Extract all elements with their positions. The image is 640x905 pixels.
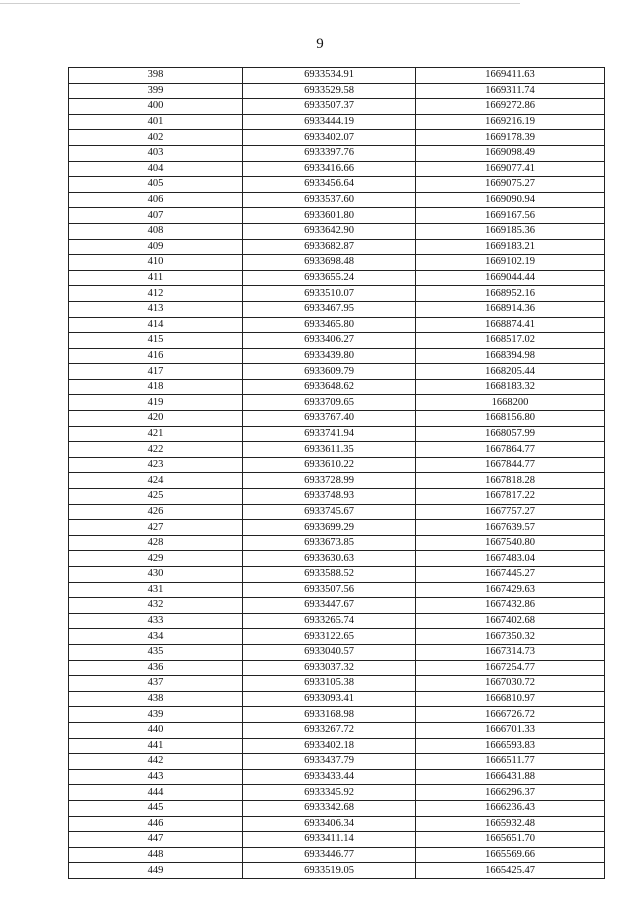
table-row xyxy=(69,644,605,660)
y-coordinate-cell: 1667432.86 xyxy=(416,598,605,614)
table-row xyxy=(69,145,605,161)
point-number-cell: 398 xyxy=(69,68,243,84)
y-coordinate-cell: 1669077.41 xyxy=(416,161,605,177)
y-coordinate-cell: 1669075.27 xyxy=(416,177,605,193)
table-row xyxy=(69,676,605,692)
y-coordinate-cell: 1667844.77 xyxy=(416,457,605,473)
table-row xyxy=(69,99,605,115)
y-coordinate-cell: 1667314.73 xyxy=(416,644,605,660)
table-row xyxy=(69,473,605,489)
y-coordinate-cell: 1669216.19 xyxy=(416,114,605,130)
x-coordinate-cell: 6933728.99 xyxy=(243,473,416,489)
table-row xyxy=(69,754,605,770)
x-coordinate-cell: 6933741.94 xyxy=(243,426,416,442)
y-coordinate-cell: 1669044.44 xyxy=(416,270,605,286)
y-coordinate-cell: 1669411.63 xyxy=(416,68,605,84)
y-coordinate-cell: 1668914.36 xyxy=(416,301,605,317)
table-row xyxy=(69,738,605,754)
x-coordinate-cell: 6933406.34 xyxy=(243,816,416,832)
table-row xyxy=(69,504,605,520)
x-coordinate-cell: 6933610.22 xyxy=(243,457,416,473)
x-coordinate-cell: 6933507.56 xyxy=(243,582,416,598)
point-number-cell: 431 xyxy=(69,582,243,598)
x-coordinate-cell: 6933588.52 xyxy=(243,567,416,583)
y-coordinate-cell: 1667757.27 xyxy=(416,504,605,520)
x-coordinate-cell: 6933507.37 xyxy=(243,99,416,115)
point-number-cell: 419 xyxy=(69,395,243,411)
y-coordinate-cell: 1669183.21 xyxy=(416,239,605,255)
y-coordinate-cell: 1665425.47 xyxy=(416,863,605,879)
x-coordinate-cell: 6933402.18 xyxy=(243,738,416,754)
point-number-cell: 435 xyxy=(69,644,243,660)
point-number-cell: 433 xyxy=(69,613,243,629)
y-coordinate-cell: 1668183.32 xyxy=(416,379,605,395)
point-number-cell: 411 xyxy=(69,270,243,286)
table-row xyxy=(69,707,605,723)
table-row xyxy=(69,255,605,271)
point-number-cell: 422 xyxy=(69,442,243,458)
y-coordinate-cell: 1666511.77 xyxy=(416,754,605,770)
table-row xyxy=(69,192,605,208)
y-coordinate-cell: 1665932.48 xyxy=(416,816,605,832)
y-coordinate-cell: 1667402.68 xyxy=(416,613,605,629)
top-rule xyxy=(0,3,520,4)
y-coordinate-cell: 1669102.19 xyxy=(416,255,605,271)
y-coordinate-cell: 1667639.57 xyxy=(416,520,605,536)
x-coordinate-cell: 6933402.07 xyxy=(243,130,416,146)
x-coordinate-cell: 6933510.07 xyxy=(243,286,416,302)
y-coordinate-cell: 1669090.94 xyxy=(416,192,605,208)
table-row xyxy=(69,660,605,676)
point-number-cell: 413 xyxy=(69,301,243,317)
point-number-cell: 445 xyxy=(69,800,243,816)
x-coordinate-cell: 6933342.68 xyxy=(243,800,416,816)
point-number-cell: 410 xyxy=(69,255,243,271)
table-row xyxy=(69,379,605,395)
table-row xyxy=(69,832,605,848)
point-number-cell: 449 xyxy=(69,863,243,879)
point-number-cell: 402 xyxy=(69,130,243,146)
table-row xyxy=(69,551,605,567)
point-number-cell: 420 xyxy=(69,411,243,427)
x-coordinate-cell: 6933444.19 xyxy=(243,114,416,130)
y-coordinate-cell: 1666296.37 xyxy=(416,785,605,801)
table-row xyxy=(69,800,605,816)
point-number-cell: 429 xyxy=(69,551,243,567)
y-coordinate-cell: 1669178.39 xyxy=(416,130,605,146)
y-coordinate-cell: 1666236.43 xyxy=(416,800,605,816)
point-number-cell: 447 xyxy=(69,832,243,848)
point-number-cell: 432 xyxy=(69,598,243,614)
y-coordinate-cell: 1666810.97 xyxy=(416,691,605,707)
y-coordinate-cell: 1666431.88 xyxy=(416,769,605,785)
x-coordinate-cell: 6933601.80 xyxy=(243,208,416,224)
table-row xyxy=(69,816,605,832)
point-number-cell: 436 xyxy=(69,660,243,676)
table-row xyxy=(69,348,605,364)
y-coordinate-cell: 1669167.56 xyxy=(416,208,605,224)
x-coordinate-cell: 6933411.14 xyxy=(243,832,416,848)
page-number: 9 xyxy=(316,36,324,52)
y-coordinate-cell: 1668874.41 xyxy=(416,317,605,333)
coordinates-table-body xyxy=(69,68,605,879)
x-coordinate-cell: 6933439.80 xyxy=(243,348,416,364)
point-number-cell: 421 xyxy=(69,426,243,442)
point-number-cell: 446 xyxy=(69,816,243,832)
table-row xyxy=(69,333,605,349)
point-number-cell: 412 xyxy=(69,286,243,302)
point-number-cell: 426 xyxy=(69,504,243,520)
point-number-cell: 400 xyxy=(69,99,243,115)
y-coordinate-cell: 1667030.72 xyxy=(416,676,605,692)
x-coordinate-cell: 6933037.32 xyxy=(243,660,416,676)
x-coordinate-cell: 6933467.95 xyxy=(243,301,416,317)
x-coordinate-cell: 6933456.64 xyxy=(243,177,416,193)
point-number-cell: 423 xyxy=(69,457,243,473)
point-number-cell: 428 xyxy=(69,535,243,551)
y-coordinate-cell: 1669311.74 xyxy=(416,83,605,99)
y-coordinate-cell: 1668205.44 xyxy=(416,364,605,380)
x-coordinate-cell: 6933093.41 xyxy=(243,691,416,707)
y-coordinate-cell: 1668394.98 xyxy=(416,348,605,364)
table-row xyxy=(69,208,605,224)
y-coordinate-cell: 1666726.72 xyxy=(416,707,605,723)
x-coordinate-cell: 6933673.85 xyxy=(243,535,416,551)
y-coordinate-cell: 1668200 xyxy=(416,395,605,411)
table-row xyxy=(69,301,605,317)
table-row xyxy=(69,286,605,302)
y-coordinate-cell: 1665569.66 xyxy=(416,847,605,863)
table-row xyxy=(69,68,605,84)
x-coordinate-cell: 6933105.38 xyxy=(243,676,416,692)
x-coordinate-cell: 6933437.79 xyxy=(243,754,416,770)
point-number-cell: 425 xyxy=(69,489,243,505)
point-number-cell: 406 xyxy=(69,192,243,208)
table-row xyxy=(69,613,605,629)
point-number-cell: 403 xyxy=(69,145,243,161)
table-row xyxy=(69,114,605,130)
point-number-cell: 418 xyxy=(69,379,243,395)
x-coordinate-cell: 6933537.60 xyxy=(243,192,416,208)
table-row xyxy=(69,457,605,473)
x-coordinate-cell: 6933446.77 xyxy=(243,847,416,863)
y-coordinate-cell: 1667350.32 xyxy=(416,629,605,645)
table-row xyxy=(69,582,605,598)
table-row xyxy=(69,691,605,707)
x-coordinate-cell: 6933648.62 xyxy=(243,379,416,395)
y-coordinate-cell: 1669185.36 xyxy=(416,223,605,239)
x-coordinate-cell: 6933406.27 xyxy=(243,333,416,349)
point-number-cell: 434 xyxy=(69,629,243,645)
x-coordinate-cell: 6933745.67 xyxy=(243,504,416,520)
point-number-cell: 444 xyxy=(69,785,243,801)
table-row xyxy=(69,364,605,380)
table-row xyxy=(69,426,605,442)
x-coordinate-cell: 6933748.93 xyxy=(243,489,416,505)
y-coordinate-cell: 1667540.80 xyxy=(416,535,605,551)
coordinates-table xyxy=(68,67,605,879)
point-number-cell: 438 xyxy=(69,691,243,707)
point-number-cell: 440 xyxy=(69,722,243,738)
point-number-cell: 401 xyxy=(69,114,243,130)
table-row xyxy=(69,863,605,879)
table-row xyxy=(69,270,605,286)
x-coordinate-cell: 6933529.58 xyxy=(243,83,416,99)
x-coordinate-cell: 6933709.65 xyxy=(243,395,416,411)
table-row xyxy=(69,130,605,146)
y-coordinate-cell: 1665651.70 xyxy=(416,832,605,848)
table-row xyxy=(69,535,605,551)
y-coordinate-cell: 1667818.28 xyxy=(416,473,605,489)
x-coordinate-cell: 6933534.91 xyxy=(243,68,416,84)
y-coordinate-cell: 1668952.16 xyxy=(416,286,605,302)
table-row xyxy=(69,567,605,583)
point-number-cell: 407 xyxy=(69,208,243,224)
x-coordinate-cell: 6933642.90 xyxy=(243,223,416,239)
table-row xyxy=(69,489,605,505)
x-coordinate-cell: 6933168.98 xyxy=(243,707,416,723)
point-number-cell: 439 xyxy=(69,707,243,723)
table-row xyxy=(69,317,605,333)
x-coordinate-cell: 6933416.66 xyxy=(243,161,416,177)
y-coordinate-cell: 1667254.77 xyxy=(416,660,605,676)
x-coordinate-cell: 6933447.67 xyxy=(243,598,416,614)
table-row xyxy=(69,598,605,614)
point-number-cell: 430 xyxy=(69,567,243,583)
point-number-cell: 414 xyxy=(69,317,243,333)
point-number-cell: 424 xyxy=(69,473,243,489)
x-coordinate-cell: 6933345.92 xyxy=(243,785,416,801)
y-coordinate-cell: 1667483.04 xyxy=(416,551,605,567)
x-coordinate-cell: 6933397.76 xyxy=(243,145,416,161)
x-coordinate-cell: 6933519.05 xyxy=(243,863,416,879)
x-coordinate-cell: 6933465.80 xyxy=(243,317,416,333)
x-coordinate-cell: 6933699.29 xyxy=(243,520,416,536)
table-row xyxy=(69,520,605,536)
point-number-cell: 404 xyxy=(69,161,243,177)
x-coordinate-cell: 6933767.40 xyxy=(243,411,416,427)
y-coordinate-cell: 1668057.99 xyxy=(416,426,605,442)
table-row xyxy=(69,177,605,193)
table-row xyxy=(69,161,605,177)
x-coordinate-cell: 6933698.48 xyxy=(243,255,416,271)
x-coordinate-cell: 6933265.74 xyxy=(243,613,416,629)
table-row xyxy=(69,847,605,863)
point-number-cell: 441 xyxy=(69,738,243,754)
table-row xyxy=(69,769,605,785)
table-row xyxy=(69,395,605,411)
x-coordinate-cell: 6933655.24 xyxy=(243,270,416,286)
table-row xyxy=(69,722,605,738)
point-number-cell: 427 xyxy=(69,520,243,536)
table-row xyxy=(69,442,605,458)
point-number-cell: 448 xyxy=(69,847,243,863)
x-coordinate-cell: 6933267.72 xyxy=(243,722,416,738)
point-number-cell: 416 xyxy=(69,348,243,364)
table-row xyxy=(69,629,605,645)
y-coordinate-cell: 1669272.86 xyxy=(416,99,605,115)
y-coordinate-cell: 1667445.27 xyxy=(416,567,605,583)
x-coordinate-cell: 6933433.44 xyxy=(243,769,416,785)
x-coordinate-cell: 6933609.79 xyxy=(243,364,416,380)
point-number-cell: 408 xyxy=(69,223,243,239)
table-row xyxy=(69,411,605,427)
y-coordinate-cell: 1668156.80 xyxy=(416,411,605,427)
point-number-cell: 443 xyxy=(69,769,243,785)
x-coordinate-cell: 6933682.87 xyxy=(243,239,416,255)
point-number-cell: 437 xyxy=(69,676,243,692)
y-coordinate-cell: 1668517.02 xyxy=(416,333,605,349)
point-number-cell: 417 xyxy=(69,364,243,380)
table-row xyxy=(69,239,605,255)
y-coordinate-cell: 1669098.49 xyxy=(416,145,605,161)
point-number-cell: 405 xyxy=(69,177,243,193)
x-coordinate-cell: 6933122.65 xyxy=(243,629,416,645)
x-coordinate-cell: 6933611.35 xyxy=(243,442,416,458)
point-number-cell: 415 xyxy=(69,333,243,349)
y-coordinate-cell: 1666701.33 xyxy=(416,722,605,738)
point-number-cell: 409 xyxy=(69,239,243,255)
y-coordinate-cell: 1666593.83 xyxy=(416,738,605,754)
table-row xyxy=(69,785,605,801)
y-coordinate-cell: 1667817.22 xyxy=(416,489,605,505)
table-row xyxy=(69,83,605,99)
x-coordinate-cell: 6933630.63 xyxy=(243,551,416,567)
y-coordinate-cell: 1667429.63 xyxy=(416,582,605,598)
x-coordinate-cell: 6933040.57 xyxy=(243,644,416,660)
point-number-cell: 442 xyxy=(69,754,243,770)
y-coordinate-cell: 1667864.77 xyxy=(416,442,605,458)
point-number-cell: 399 xyxy=(69,83,243,99)
table-row xyxy=(69,223,605,239)
